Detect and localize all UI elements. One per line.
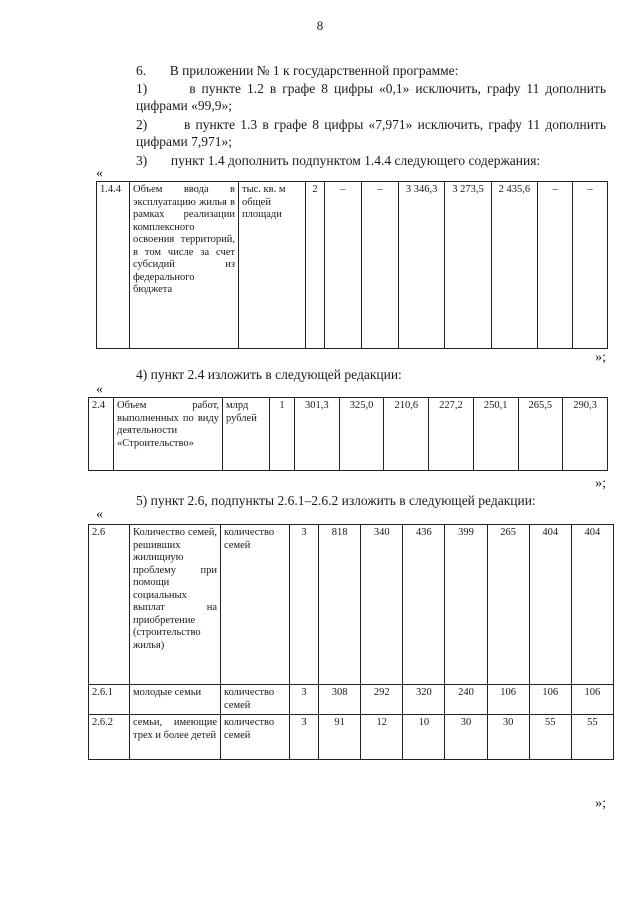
cell-value: 3 [290, 685, 319, 715]
close-quote: »; [595, 796, 606, 811]
cell-unit: тыс. кв. м общей площади [239, 182, 306, 349]
item-6-heading: 6. В приложении № 1 к государственной программе: [136, 63, 459, 78]
cell-indicator: семьи, имеющие трех и более детей [130, 715, 221, 760]
cell-value: 436 [403, 525, 445, 685]
open-quote: « [96, 507, 103, 522]
cell-value: 210,6 [384, 398, 429, 471]
cell-value: 30 [487, 715, 529, 760]
cell-number: 2.6 [89, 525, 130, 685]
cell-value: 265 [487, 525, 529, 685]
subitem-5-text: 5) пункт 2.6, подпункты 2.6.1–2.6.2 изложить в следующей редакции: [136, 493, 536, 508]
cell-number: 2.4 [89, 398, 114, 471]
cell-value: 404 [529, 525, 571, 685]
cell-value: 106 [529, 685, 571, 715]
cell-value: – [538, 182, 573, 349]
cell-value: 399 [445, 525, 487, 685]
subitem-3-text: 3) пункт 1.4 дополнить подпунктом 1.4.4 следующего содержания: [136, 153, 541, 168]
table-row [97, 182, 608, 349]
close-quote: »; [595, 350, 606, 365]
cell-value: 250,1 [473, 398, 518, 471]
cell-number: 2.6.1 [89, 685, 130, 715]
cell-unit: количество семей [221, 685, 290, 715]
cell-value: – [325, 182, 362, 349]
cell-value: 301,3 [295, 398, 340, 471]
cell-value: 2 435,6 [491, 182, 537, 349]
cell-value: 55 [571, 715, 613, 760]
cell-value: 320 [403, 685, 445, 715]
open-quote: « [96, 166, 103, 181]
cell-number: 1.4.4 [97, 182, 130, 349]
table-item-1-4-4 [96, 181, 608, 349]
cell-value: – [573, 182, 608, 349]
cell-value: 290,3 [563, 398, 608, 471]
page-number: 8 [316, 18, 324, 33]
subitem-4-text: 4) пункт 2.4 изложить в следующей редакции: [136, 367, 402, 382]
cell-value: 30 [445, 715, 487, 760]
cell-value: 325,0 [339, 398, 384, 471]
cell-value: 308 [319, 685, 361, 715]
subitem-2-text: 2) в пункте 1.3 в графе 8 цифры «7,971» исключить, графу 11 дополнить цифрами 7,971»; [136, 117, 606, 149]
cell-value: 10 [403, 715, 445, 760]
cell-value: 240 [445, 685, 487, 715]
subitem-1-text: 1) в пункте 1.2 в графе 8 цифры «0,1» исключить, графу 11 дополнить цифрами «99,9»; [136, 81, 606, 113]
open-quote: « [96, 382, 103, 397]
cell-value: 3 [290, 715, 319, 760]
close-quote: »; [595, 476, 606, 491]
table-row [89, 715, 614, 760]
cell-value: 55 [529, 715, 571, 760]
cell-value: 91 [319, 715, 361, 760]
cell-indicator: молодые семьи [130, 685, 221, 715]
cell-value: 3 273,5 [445, 182, 491, 349]
cell-value: 818 [319, 525, 361, 685]
cell-unit: млрд рублей [223, 398, 270, 471]
table-row [89, 525, 614, 685]
table-item-2-6 [88, 524, 614, 760]
cell-indicator: Количество семей, решивших жилищную проблему при помощи социальных выплат на приобретение (строительство жилья) [130, 525, 221, 685]
cell-value: 340 [361, 525, 403, 685]
table-row [89, 398, 608, 471]
cell-value: 3 346,3 [399, 182, 445, 349]
cell-value: 3 [290, 525, 319, 685]
cell-value: 12 [361, 715, 403, 760]
cell-indicator: Объем ввода в эксплуатацию жилья в рамках реализации комплексного освоения территорий, в том числе за счет субсидий из федерального бюджета [130, 182, 239, 349]
cell-value: 106 [487, 685, 529, 715]
cell-value: 292 [361, 685, 403, 715]
table-item-2-4 [88, 397, 608, 471]
cell-number: 2.6.2 [89, 715, 130, 760]
cell-value: – [362, 182, 399, 349]
table-row [89, 685, 614, 715]
cell-value: 106 [571, 685, 613, 715]
cell-indicator: Объем работ, выполненных по виду деятельности «Строительство» [114, 398, 223, 471]
cell-unit: количество семей [221, 525, 290, 685]
cell-unit: количество семей [221, 715, 290, 760]
cell-value: 1 [270, 398, 295, 471]
cell-value: 404 [571, 525, 613, 685]
cell-value: 227,2 [429, 398, 474, 471]
cell-value: 265,5 [518, 398, 563, 471]
cell-value: 2 [306, 182, 325, 349]
